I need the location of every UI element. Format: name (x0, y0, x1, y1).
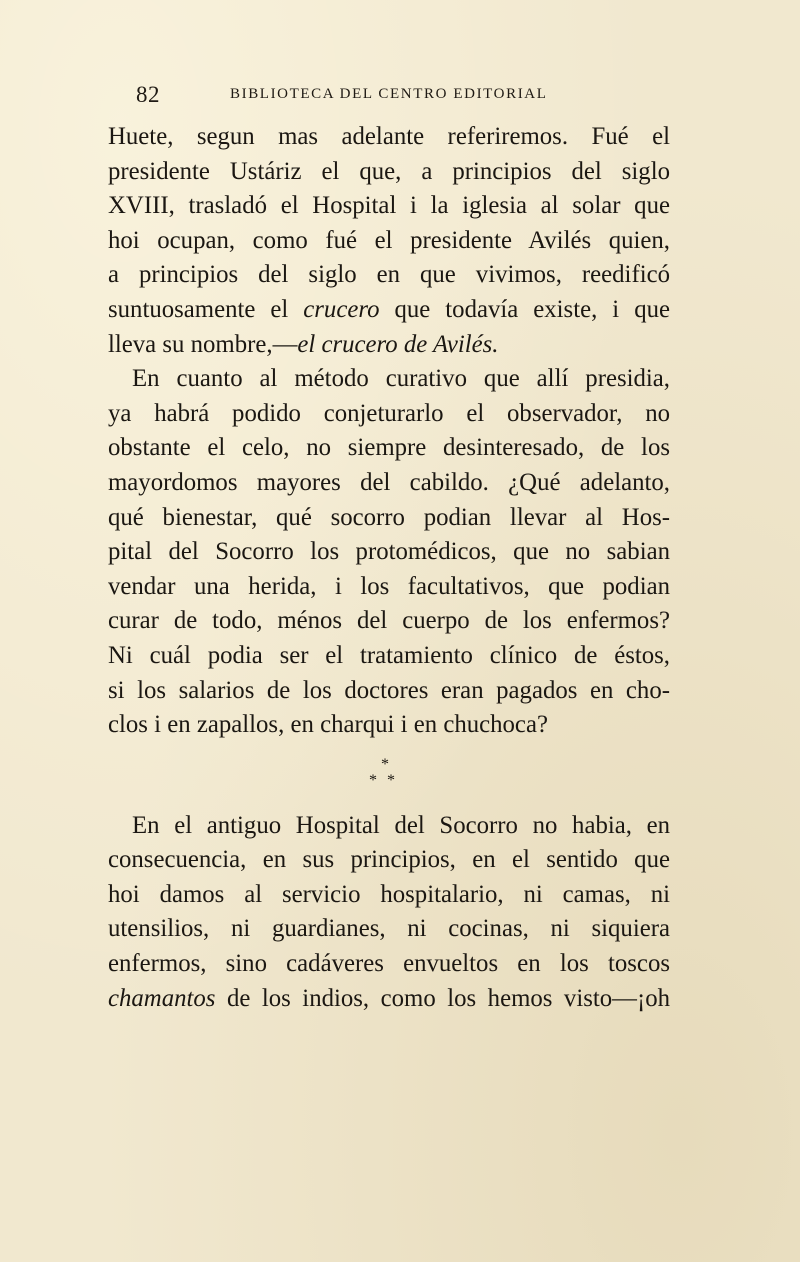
text-line: curar de todo, ménos del cuerpo de los enfermos? (108, 607, 670, 635)
text-run: lleva su nombre,— (108, 330, 298, 358)
text-line: ya habrá podido conjeturarlo el observador, no (108, 399, 670, 427)
asterisk-bottom: ** (369, 771, 405, 789)
text-line: En el antiguo Hospital del Socorro no habia, en (132, 811, 670, 839)
text-line: presidente Ustáriz el que, a principios del siglo (108, 157, 670, 185)
text-line (108, 328, 670, 363)
paragraph-1 (108, 120, 670, 362)
text-line: qué bienestar, qué socorro podian llevar al Hos- (108, 503, 670, 531)
text-line: mayordomos mayores del cabildo. ¿Qué adelanto, (108, 468, 670, 496)
text-run: que todavía existe, i que (379, 295, 670, 323)
text-line: si los salarios de los doctores eran pagados en cho- (108, 676, 670, 704)
text-line: Huete, segun mas adelante referiremos. Fué el (108, 123, 670, 150)
paragraph-3 (108, 809, 670, 1017)
text-line: clos i en zapallos, en charqui i en chuchoca? (108, 711, 548, 739)
text-line: enfermos, sino cadáveres envueltos en los toscos (108, 950, 670, 978)
text-line: hoi ocupan, como fué el presidente Avilés quien, (108, 226, 670, 254)
text-line: a principios del siglo en que vivimos, reedificó (108, 261, 670, 289)
text-line: pital del Socorro los protomédicos, que no sabian (108, 538, 670, 566)
text-run: suntuosamente el (108, 295, 304, 323)
italic-term: chamantos (108, 984, 216, 1012)
asterisk-top: * (381, 755, 389, 773)
italic-term: crucero (303, 295, 380, 323)
running-title: BIBLIOTECA DEL CENTRO EDITORIAL (230, 86, 548, 102)
text-line (108, 293, 670, 328)
text-line: consecuencia, en sus principios, en el sentido que (108, 846, 670, 874)
text-line: vendar una herida, i los facultativos, que podian (108, 572, 670, 600)
text-line: XVIII, trasladó el Hospital i la iglesia al solar que (108, 192, 670, 220)
text-line: obstante el celo, no siempre desinteresado, de los (108, 434, 670, 462)
text-run: de los indios, como los hemos visto—¡oh (215, 984, 670, 1012)
italic-term: el crucero de Avilés. (297, 330, 499, 358)
text-line: Ni cuál podia ser el tratamiento clínico de éstos, (108, 641, 670, 669)
text-line: hoi damos al servicio hospitalario, ni camas, ni (108, 880, 670, 908)
body-text (108, 120, 670, 1016)
asterism (108, 743, 670, 809)
text-line: utensilios, ni guardianes, ni cocinas, ni siquiera (108, 915, 670, 943)
text-line: En cuanto al método curativo que allí presidia, (132, 365, 670, 393)
text-line (108, 982, 670, 1017)
page-number: 82 (136, 82, 160, 107)
running-head (136, 82, 606, 110)
paragraph-2 (108, 362, 670, 743)
